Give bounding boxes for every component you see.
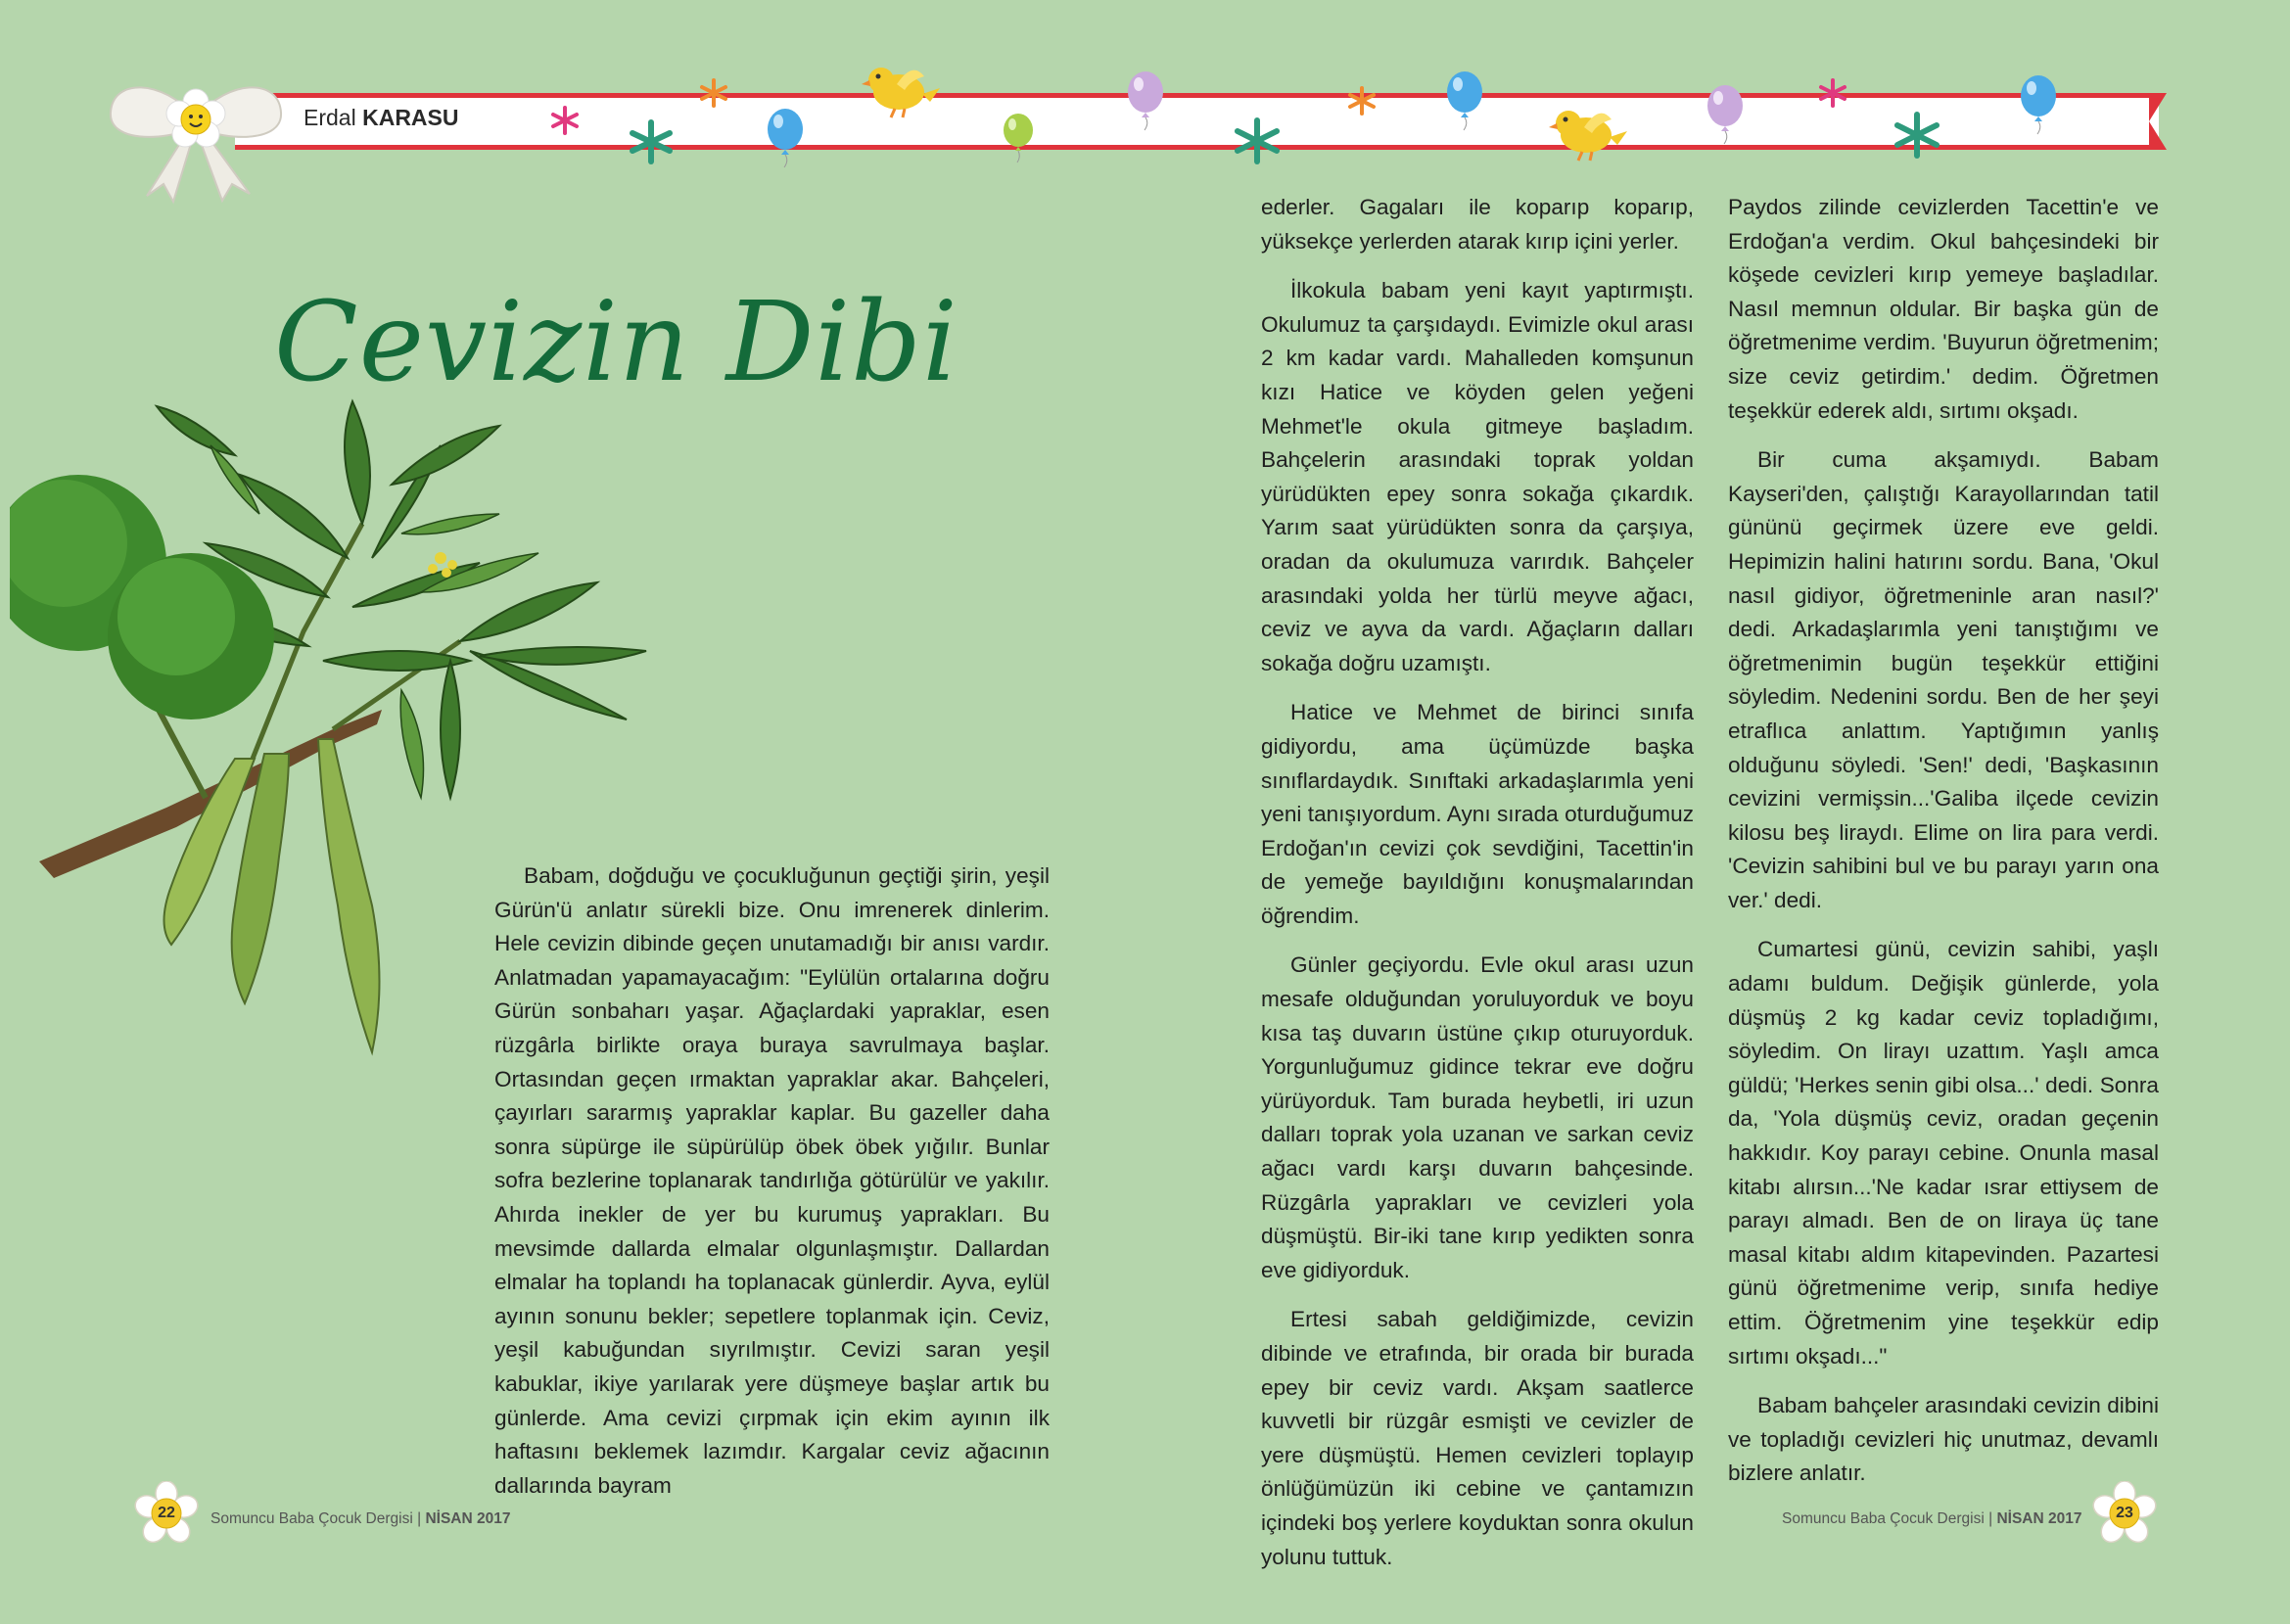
header-ribbon xyxy=(235,93,2159,150)
balloon-icon xyxy=(2017,74,2060,135)
footer-right: Somuncu Baba Çocuk Dergisi | NİSAN 2017 xyxy=(1782,1510,2082,1527)
bird-icon xyxy=(1549,98,1627,162)
asterisk-flower-icon xyxy=(1345,84,1379,117)
asterisk-flower-icon xyxy=(548,104,582,137)
asterisk-flower-icon xyxy=(1816,76,1849,110)
paragraph: Hatice ve Mehmet de birinci sınıfa gidiyordu, ama üçümüzde başka sınıflardaydık. Sınıftaki arkadaşlarımla yeni yeni tanışıyordum. Aynı sırada oturduğumuz Erdoğan'ın cevizi çok sevdiğini, Tacettin'in de yemeğe bayıldığını konuşmalarından öğrendim. xyxy=(1261,700,1694,928)
balloon-icon xyxy=(1124,70,1167,131)
asterisk-flower-icon xyxy=(697,76,730,110)
asterisk-flower-icon xyxy=(627,117,676,166)
paragraph: Babam bahçeler arasındaki cevizin dibini ve topladığı cevizleri hiç unutmaz, devamlı bizlere anlatır. xyxy=(1728,1393,2159,1486)
article-column-2 xyxy=(1261,191,1694,1590)
asterisk-flower-icon xyxy=(1892,110,1942,161)
page-number-left: 22 xyxy=(158,1505,175,1521)
author-name: Erdal KARASU xyxy=(304,105,459,130)
paragraph: Cumartesi günü, cevizin sahibi, yaşlı adamı buldum. Değişik günlerde, yola düşmüş 2 kg kadar ceviz topladığımı, söyledim. On lirayı uzattım. Yaşlı amca güldü; 'Herkes senin gibi olsa...' dedi. Sonra da, 'Yola düşmüş ceviz, oradan geçenin hakkıdır. Koy parayı cebine. Onunla masal kitabı alırsın...'Ne kadar ısrar ettiysem de parayı almadı. Ben de on liraya üç tane masal kitabı aldım kitapevinden. Pazartesi günü öğretmenime verip, sınıfa hediye ettim. Öğretmenim yine teşekkür edip sırtımı okşadı..." xyxy=(1728,937,2159,1369)
footer-left: Somuncu Baba Çocuk Dergisi | NİSAN 2017 xyxy=(210,1510,511,1527)
article-title: Cevizin Dibi xyxy=(274,279,958,406)
paragraph: Babam, doğduğu ve çocukluğunun geçtiği şirin, yeşil Gürün'ü anlatır sürekli bize. Onu imrenerek dinlerim. Hele cevizin dibinde geçen unutamadığı bir anısı vardır. Anlatmadan yapamayacağım: "Eylülün ortalarına doğru Gürün sonbaharı yaşar. Ağaçlardaki yapraklar, esen rüzgârla birlikte oraya buraya savrulmaya başlar. Ortasından geçen ırmaktan yapraklar akar. Bahçeleri, çayırları sararmış yapraklar kaplar. Bu gazeller daha sonra süpürge ile süpürülüp öbek öbek yığılır. Bunlar sofra bezlerine toplanarak tandırlığa götürülür ve yakılır. Ahırda inekler de yer bu kurumuş yaprakları. Bu mevsimde dallarda elmalar olgunlaşmıştır. Dallardan elmalar ha toplandı ha toplanacak günlerdir. Ayva, eylül ayının sonunu bekler; sepetlere toplanmak için. Ceviz, yeşil kabuğundan sıyrılmıştır. Cevizi saran yeşil kabuklar, ikiye yarılarak yere düşmeye başlar artık bu günlerde. Ama cevizi çırpmak için ekim ayının ilk haftasını beklemek lazımdır. Kargalar ceviz ağacının dallarında bayram xyxy=(494,863,1050,1498)
article-column-3 xyxy=(1728,191,2159,1507)
bird-icon xyxy=(862,55,940,119)
paragraph: Bir cuma akşamıydı. Babam Kayseri'den, çalıştığı Karayollarından tatil gününü geçirmek üzere eve geldi. Hepimizin halini hatırını sordu. Bana, 'Okul nasıl gidiyor, öğretmeninle aran nasıl?' dedi. Arkadaşlarımla yeni tanıştığımı ve öğretmenimin bugün teşekkür ettiğini söyledim. Nedenini sordu. Ben de her şeyi etraflıca anlattım. Yaptığımın yanlış olduğunu söyledi. 'Sen!' dedi, 'Başkasının cevizini vermişsin...'Galiba ilçede cevizin kilosu beş liraydı. Elime on lira para verdi. 'Cevizin sahibini bul ve bu parayı yarın ona ver.' dedi. xyxy=(1728,447,2159,912)
paragraph: İlkokula babam yeni kayıt yaptırmıştı. Okulumuz ta çarşıdaydı. Evimizle okul arası 2 km kadar vardı. Mahalleden komşunun kızı Hatice ve köyden gelen yeğeni Mehmet'le okula gitmeye başladım. Bahçelerin arasındaki toprak yoldan yürüdükten epey sonra sokağa çıkardık. Yarım saat yürüdükten sonra da çarşıya, oradan da okulumuza varırdık. Bahçeler arasındaki yolda her türlü meyve ağacı, ceviz ve ayva da vardı. Ağaçların dalları sokağa doğru uzamıştı. xyxy=(1261,278,1694,675)
article-column-1 xyxy=(494,859,1050,1518)
paragraph: ederler. Gagaları ile koparıp koparıp, yüksekçe yerlerden atarak kırıp içini yerler. xyxy=(1261,195,1694,254)
balloon-icon xyxy=(1443,70,1486,131)
balloon-icon xyxy=(1704,84,1747,145)
balloon-icon xyxy=(1001,113,1036,163)
balloon-icon xyxy=(764,108,807,168)
paragraph: Günler geçiyordu. Evle okul arası uzun mesafe olduğundan yoruluyorduk ve boyu kısa taş duvarın üstüne çıkıp oturuyorduk. Yorgunluğumuz gidince tekrar eve doğru yürüyorduk. Tam burada heybetli, iri uzun dalları toprak yola uzanan ve sarkan ceviz ağacı vardı karşı duvarın bahçesinde. Rüzgârla yaprakları ve cevizleri yola düşmüştü. Bir-iki tane kırıp yedikten sonra eve gidiyorduk. xyxy=(1261,952,1694,1282)
asterisk-flower-icon xyxy=(1232,116,1283,166)
page-number-right: 23 xyxy=(2116,1505,2133,1521)
paragraph: Ertesi sabah geldiğimizde, cevizin dibinde ve etrafında, bir orada bir burada epey bir ceviz vardı. Akşam saatlerce kuvvetli bir rüzgâr esmişti ve cevizler de yere düşmüştü. Hemen cevizleri toplayıp önlüğümüzün iki cebine ve çantamızın içindeki boş yerlere koyduktan sonra okulun yolunu tuttuk. xyxy=(1261,1307,1694,1569)
bow-flower-icon xyxy=(103,59,289,206)
ribbon-tail xyxy=(2149,93,2167,150)
paragraph: Paydos zilinde cevizlerden Tacettin'e ve Erdoğan'a verdim. Okul bahçesindeki bir köşede cevizleri kırıp yemeye başladılar. Nasıl memnun oldular. Bir başka gün de öğretmenime verdim. 'Buyurun öğretmenim; size ceviz getirdim.' dedim. Öğretmen teşekkür ederek aldı, sırtımı okşadı. xyxy=(1728,195,2159,423)
